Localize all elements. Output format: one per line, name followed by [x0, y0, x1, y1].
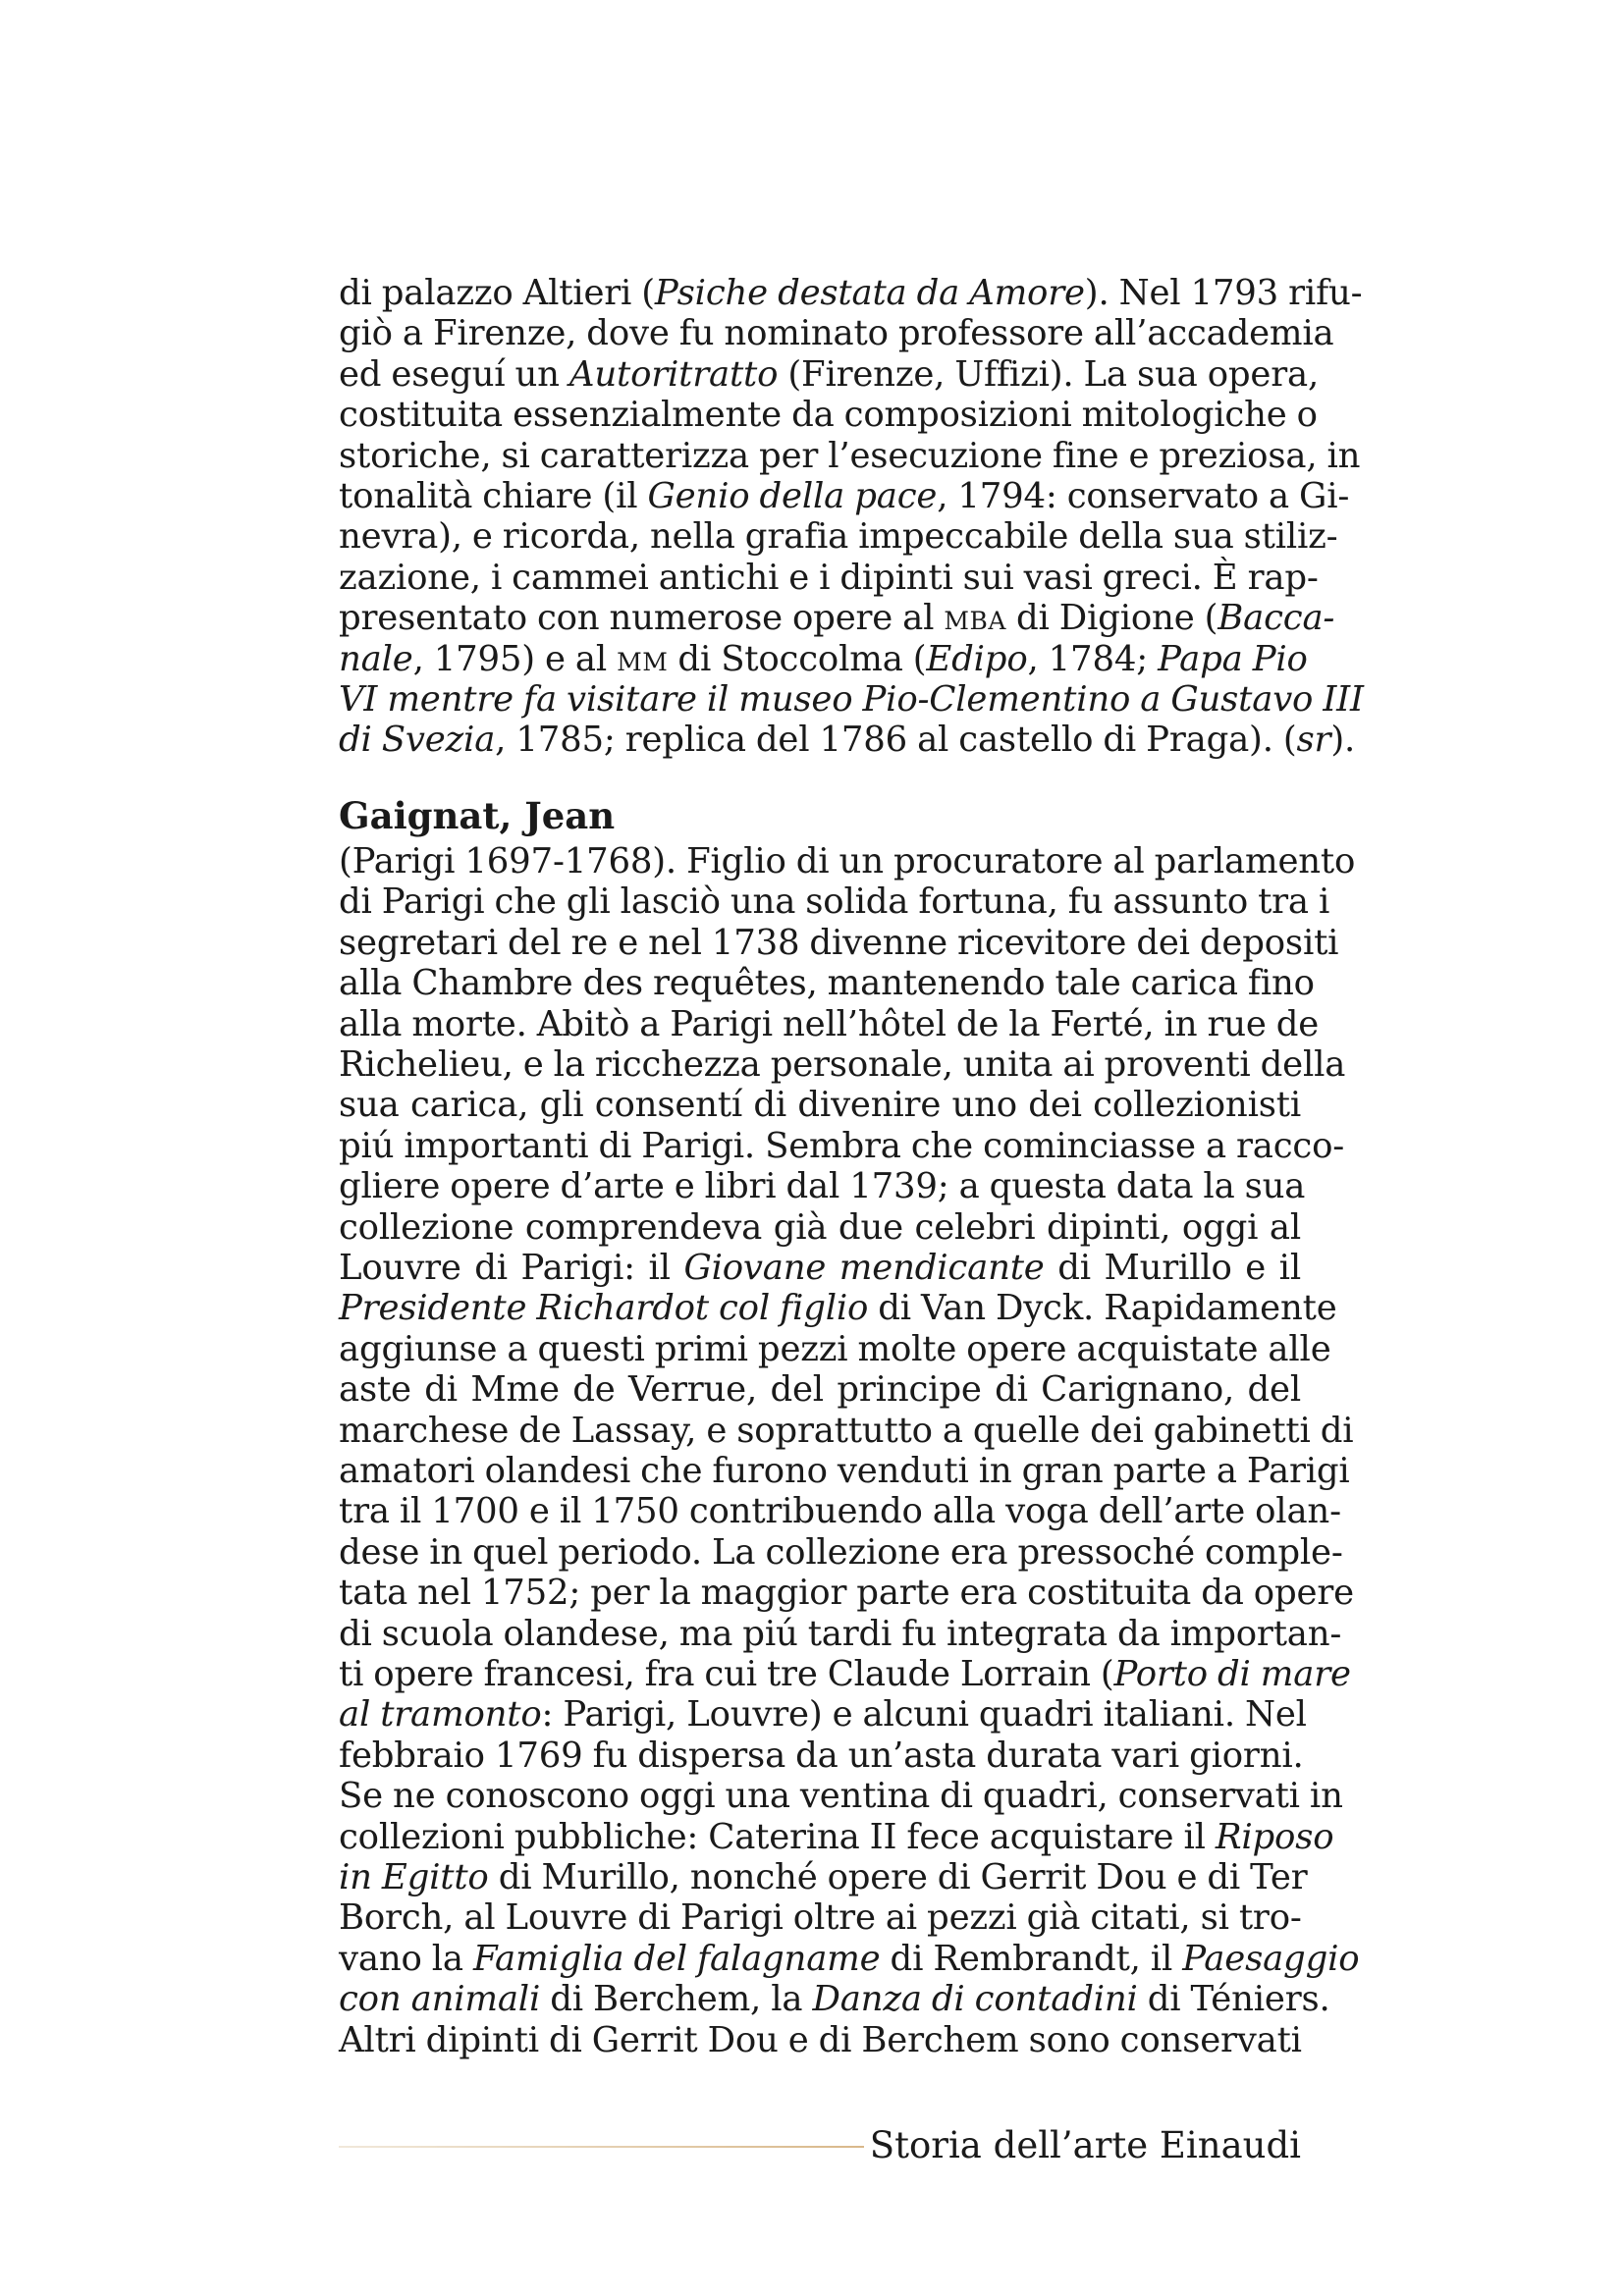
text-line: presentato con numerose opere al mba di Digione (Bacca- [339, 598, 1335, 639]
text-line: gliere opere d’arte e libri dal 1739; a questa data la sua [339, 1166, 1306, 1207]
text-line: nevra), e ricorda, nella grafia impeccabile della sua stiliz- [339, 516, 1338, 558]
text-line: giò a Firenze, dove fu nominato professore all’accademia [339, 313, 1334, 354]
text-line: febbraio 1769 fu dispersa da un’asta durata vari giorni. [339, 1735, 1304, 1776]
text-line: costituita essenzialmente da composizioni mitologiche o [339, 395, 1318, 436]
text-line: tata nel 1752; per la maggior parte era costituita da opere [339, 1573, 1354, 1614]
text-line: di Parigi che gli lasciò una solida fortuna, fu assunto tra i [339, 881, 1330, 923]
text-line: tonalità chiare (il Genio della pace, 1794: conservato a Gi- [339, 476, 1350, 517]
footer-publication-title: Storia dell’arte Einaudi [869, 2124, 1301, 2166]
text-line: zazione, i cammei antichi e i dipinti sui vasi greci. È rap- [339, 557, 1319, 598]
text-line: ed eseguí un Autoritratto (Firenze, Uffizi). La sua opera, [339, 353, 1320, 395]
entry-paragraph [339, 840, 1360, 2060]
text-line: aste di Mme de Verrue, del principe di Carignano, del [339, 1369, 1301, 1411]
text-line: Se ne conoscono oggi una ventina di quadri, conservati in [339, 1776, 1343, 1817]
text-line: collezioni pubbliche: Caterina II fece acquistare il Riposo [339, 1816, 1334, 1857]
text-line: alla Chambre des requêtes, mantenendo tale carica fino [339, 963, 1315, 1004]
text-line: piú importanti di Parigi. Sembra che cominciasse a racco- [339, 1125, 1345, 1166]
text-line: sua carica, gli consentí di divenire uno dei collezionisti [339, 1085, 1301, 1126]
text-line: Altri dipinti di Gerrit Dou e di Berchem sono conservati [339, 2019, 1302, 2060]
text-line: Louvre di Parigi: il Giovane mendicante di Murillo e il [339, 1247, 1301, 1288]
text-line: marchese de Lassay, e soprattutto a quelle dei gabinetti di [339, 1410, 1354, 1451]
text-line: in Egitto di Murillo, nonché opere di Gerrit Dou e di Ter [339, 1857, 1308, 1898]
text-line: tra il 1700 e il 1750 contribuendo alla voga dell’arte olan- [339, 1491, 1341, 1532]
text-line: di Svezia, 1785; replica del 1786 al castello di Praga). (sr). [339, 720, 1356, 761]
text-line: con animali di Berchem, la Danza di contadini di Téniers. [339, 1979, 1330, 2020]
page-content [339, 273, 1364, 2060]
continued-paragraph [339, 273, 1364, 761]
text-line: Richelieu, e la ricchezza personale, unita ai proventi della [339, 1043, 1346, 1085]
page-footer [339, 2122, 1301, 2171]
text-line: nale, 1795) e al mm di Stoccolma (Edipo, 1784; Papa Pio [339, 638, 1308, 679]
text-line: collezione comprendeva già due celebri dipinti, oggi al [339, 1206, 1301, 1248]
text-line: segretari del re e nel 1738 divenne ricevitore dei depositi [339, 922, 1339, 963]
text-line: aggiunse a questi primi pezzi molte opere acquistate alle [339, 1328, 1331, 1369]
text-line: (Parigi 1697-1768). Figlio di un procuratore al parlamento [339, 840, 1356, 881]
text-line: al tramonto: Parigi, Louvre) e alcuni quadri italiani. Nel [339, 1694, 1307, 1735]
text-line: amatori olandesi che furono venduti in gran parte a Parigi [339, 1450, 1350, 1491]
entry-heading: Gaignat, Jean [339, 793, 616, 837]
text-line: VI mentre fa visitare il museo Pio-Clementino a Gustavo III [339, 679, 1364, 721]
footer-rule [339, 2146, 864, 2148]
text-line: Borch, al Louvre di Parigi oltre ai pezzi già citati, si tro- [339, 1897, 1302, 1939]
text-line: Presidente Richardot col figlio di Van Dyck. Rapidamente [339, 1288, 1337, 1329]
text-line: vano la Famiglia del falagname di Rembrandt, il Paesaggio [339, 1938, 1360, 1979]
text-line: ti opere francesi, fra cui tre Claude Lorrain (Porto di mare [339, 1654, 1351, 1694]
text-line: storiche, si caratterizza per l’esecuzione fine e preziosa, in [339, 435, 1361, 476]
text-line: dese in quel periodo. La collezione era pressoché comple- [339, 1531, 1343, 1573]
text-line: di scuola olandese, ma piú tardi fu integrata da importan- [339, 1613, 1342, 1654]
text-line: alla morte. Abitò a Parigi nell’hôtel de la Ferté, in rue de [339, 1003, 1320, 1044]
text-line: di palazzo Altieri (Psiche destata da Amore). Nel 1793 rifu- [339, 273, 1363, 313]
